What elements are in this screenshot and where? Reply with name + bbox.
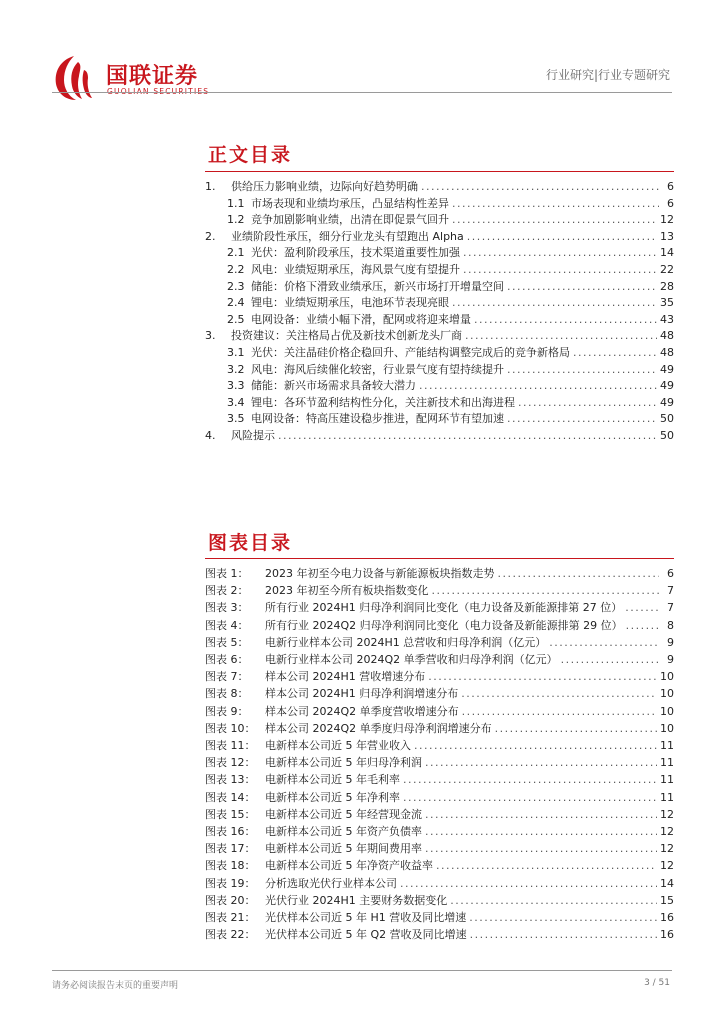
figure-leader-dots — [498, 567, 660, 580]
figure-entry-label: 图表 16： — [205, 825, 256, 838]
toc-entry[interactable] — [205, 344, 674, 360]
figure-leader-dots — [428, 670, 657, 683]
figure-entry-title: 电新样本公司近 5 年归母净利润 — [265, 756, 422, 770]
figure-leader-dots — [461, 687, 657, 700]
toc-leader-dots — [452, 213, 657, 226]
figure-entry-label: 图表 4： — [205, 618, 249, 632]
figure-entry-page: 10 — [660, 721, 674, 735]
toc-entry-page: 48 — [660, 346, 674, 359]
figure-entry-label: 图表 10： — [205, 721, 256, 735]
footer-disclaimer: 请务必阅读报告末页的重要声明 — [52, 981, 179, 991]
toc-entry[interactable] — [205, 261, 674, 277]
toc-leader-dots — [452, 296, 657, 309]
figure-leader-dots — [425, 825, 657, 838]
figure-entry[interactable] — [205, 634, 674, 650]
footer-divider — [52, 970, 672, 971]
figure-entry[interactable] — [205, 926, 674, 942]
figure-entry-title: 样本公司 2024H1 归母净利润增速分布 — [265, 687, 459, 701]
toc-entry[interactable] — [205, 178, 674, 194]
figure-entry-title: 2023 年初至今电力设备与新能源板块指数走势 — [265, 567, 495, 580]
toc-entry[interactable] — [205, 228, 674, 244]
toc-entry-number: 3.5 — [227, 412, 245, 426]
figures-title: 图表目录 — [208, 532, 293, 554]
figure-entry[interactable] — [205, 582, 674, 598]
figure-leader-dots — [432, 584, 660, 597]
figure-entry[interactable] — [205, 565, 674, 581]
toc-leader-dots — [573, 346, 657, 359]
toc-entry-title: 储能：新兴市场需求具备较大潜力 — [251, 379, 416, 393]
figure-entry-label: 图表 9： — [205, 704, 249, 718]
figure-leader-dots — [425, 808, 657, 821]
toc-leader-dots — [467, 230, 657, 243]
toc-entry-number: 3.1 — [227, 346, 245, 359]
figure-entry-label: 图表 7： — [205, 670, 249, 684]
toc-entry[interactable] — [205, 294, 674, 310]
toc-leader-dots — [465, 329, 657, 342]
figure-entry[interactable] — [205, 668, 674, 684]
toc-entry-number: 3.3 — [227, 379, 245, 393]
figure-entry[interactable] — [205, 875, 674, 891]
toc-entry-title: 锂电：各环节盈利结构性分化，关注新技术和出海进程 — [251, 395, 515, 409]
toc-entry-number: 1.1 — [227, 196, 245, 210]
toc-entry-number: 1.2 — [227, 213, 245, 227]
figure-leader-dots — [469, 911, 657, 924]
figure-entry-page: 10 — [660, 687, 674, 701]
toc-entry-number: 2.3 — [227, 279, 245, 293]
figure-entry-page: 9 — [667, 653, 674, 666]
toc-leader-dots — [507, 363, 657, 376]
figure-entry[interactable] — [205, 617, 674, 633]
company-name-en: GUOLIAN SECURITIES — [107, 87, 210, 96]
figure-entry-title: 电新行业样本公司 2024H1 总营收和归母净利润（亿元） — [265, 635, 547, 649]
toc-entry-page: 50 — [660, 429, 674, 442]
toc-entry-title: 电网设备：特高压建设稳步推进，配网环节有望加速 — [251, 412, 504, 426]
toc-entry-page: 49 — [660, 379, 674, 393]
toc-leader-dots — [507, 280, 657, 293]
figure-entry-label: 图表 8： — [205, 687, 249, 701]
figure-entry-page: 12 — [660, 825, 674, 838]
report-category: 行业研究|行业专题研究 — [545, 68, 670, 82]
figure-entry[interactable] — [205, 651, 674, 667]
figure-entry-label: 图表 20： — [205, 893, 256, 907]
toc-title-rule — [205, 171, 674, 172]
toc-entry-title: 风电：业绩短期承压，海风景气度有望提升 — [251, 263, 460, 276]
toc-entry-title: 电网设备：业绩小幅下滑，配网或将迎来增量 — [251, 312, 471, 326]
figure-entry-label: 图表 13： — [205, 773, 256, 787]
toc-entry-title: 光伏：关注晶硅价格企稳回升、产能结构调整完成后的竞争新格局 — [251, 346, 570, 359]
figure-entry-page: 11 — [660, 790, 674, 804]
figure-leader-dots — [561, 653, 659, 666]
figure-entry[interactable] — [205, 789, 674, 805]
toc-entry-title: 锂电：业绩短期承压，电池环节表现亮眼 — [251, 296, 449, 310]
figure-entry-title: 电新样本公司近 5 年期间费用率 — [265, 842, 422, 856]
toc-entry-page: 6 — [667, 180, 674, 193]
figure-leader-dots — [450, 894, 657, 907]
toc-title: 正文目录 — [208, 144, 293, 166]
toc-entry[interactable] — [205, 394, 674, 410]
figure-entry-title: 分析选取光伏行业样本公司 — [265, 876, 397, 890]
figure-entry-page: 11 — [660, 756, 674, 770]
toc-entry[interactable] — [205, 195, 674, 211]
toc-entry[interactable] — [205, 427, 674, 443]
figure-leader-dots — [470, 928, 657, 941]
figures-title-rule — [205, 558, 674, 559]
figure-leader-dots — [403, 773, 657, 786]
toc-entry[interactable] — [205, 278, 674, 294]
toc-entry-title: 风电：海风后续催化较密，行业景气度有望持续提升 — [251, 362, 504, 376]
toc-leader-dots — [507, 412, 657, 425]
figure-entry-label: 图表 6： — [205, 653, 249, 666]
figure-leader-dots — [462, 705, 657, 718]
toc-entry-page: 49 — [660, 395, 674, 409]
toc-entry-title: 市场表现和业绩均承压，凸显结构性差异 — [251, 196, 449, 210]
figure-entry-label: 图表 18： — [205, 859, 256, 873]
figure-entry[interactable] — [205, 599, 674, 615]
toc-entry-page: 6 — [667, 196, 674, 210]
toc-entry-title: 光伏：盈利阶段承压，技术渠道重要性加强 — [251, 246, 460, 260]
toc-entry-page: 48 — [660, 329, 674, 343]
figure-entry-label: 图表 14： — [205, 790, 256, 804]
figure-leader-dots — [403, 791, 657, 804]
figure-leader-dots — [400, 877, 657, 890]
figure-entry-title: 电新样本公司近 5 年营业收入 — [265, 739, 411, 752]
figure-entry-label: 图表 22： — [205, 928, 256, 942]
toc-entry-page: 14 — [660, 246, 674, 260]
toc-entry-number: 2. — [205, 229, 216, 243]
figure-entry[interactable] — [205, 840, 674, 856]
toc-entry-title: 竞争加剧影响业绩，出清在即促景气回升 — [251, 213, 449, 227]
toc-leader-dots — [421, 180, 659, 193]
toc-entry-title: 业绩阶段性承压，细分行业龙头有望跑出 Alpha — [231, 229, 464, 243]
figure-entry-title: 光伏样本公司近 5 年 H1 营收及同比增速 — [265, 911, 467, 924]
toc-entry[interactable] — [205, 327, 674, 343]
toc-leader-dots — [463, 263, 657, 276]
toc-entry-page: 13 — [660, 229, 674, 243]
toc-entry-number: 2.1 — [227, 246, 245, 260]
toc-entry-number: 1. — [205, 180, 216, 193]
toc-leader-dots — [452, 197, 659, 210]
figure-entry[interactable] — [205, 892, 674, 908]
toc-entry-title: 供给压力影响业绩，边际向好趋势明确 — [231, 180, 418, 193]
figure-entry-label: 图表 12： — [205, 756, 256, 770]
figure-entry-page: 12 — [660, 807, 674, 821]
figure-entry[interactable] — [205, 771, 674, 787]
figure-entry-title: 样本公司 2024H1 营收增速分布 — [265, 670, 426, 684]
toc-entry-page: 49 — [660, 362, 674, 376]
figure-entry-page: 7 — [667, 584, 674, 598]
company-name-cn: 国联证券 — [106, 64, 199, 89]
toc-entry[interactable] — [205, 377, 674, 393]
figure-entry-title: 电新样本公司近 5 年资产负债率 — [265, 825, 422, 838]
figure-leader-dots — [626, 619, 659, 632]
figure-entry-label: 图表 1： — [205, 567, 249, 580]
toc-leader-dots — [463, 246, 657, 259]
toc-entry[interactable] — [205, 361, 674, 377]
figure-entry-label: 图表 17： — [205, 842, 256, 856]
figure-entry-label: 图表 11： — [205, 739, 256, 752]
figure-entry-title: 电新样本公司近 5 年净资产收益率 — [265, 859, 433, 873]
figure-entry-title: 样本公司 2024Q2 单季度营收增速分布 — [265, 704, 459, 718]
figure-entry-label: 图表 3： — [205, 601, 249, 615]
figure-entry-page: 16 — [660, 928, 674, 942]
figure-entry-page: 8 — [667, 618, 674, 632]
toc-entry-number: 2.5 — [227, 312, 245, 326]
toc-entry[interactable] — [205, 211, 674, 227]
figure-entry[interactable] — [205, 754, 674, 770]
figure-entry-page: 9 — [667, 635, 674, 649]
figure-entry-label: 图表 5： — [205, 635, 249, 649]
figure-entry[interactable] — [205, 823, 674, 839]
figure-entry-label: 图表 19： — [205, 876, 256, 890]
figure-entry-page: 11 — [660, 739, 674, 752]
figure-leader-dots — [436, 859, 657, 872]
figure-entry-page: 12 — [660, 859, 674, 873]
figure-entry[interactable] — [205, 703, 674, 719]
figure-entry-title: 电新行业样本公司 2024Q2 单季营收和归母净利润（亿元） — [265, 653, 558, 666]
toc-leader-dots — [518, 396, 657, 409]
figure-entry-page: 6 — [667, 567, 674, 580]
toc-entry-page: 43 — [660, 312, 674, 326]
toc-entry-page: 28 — [660, 279, 674, 293]
toc-entry-page: 12 — [660, 213, 674, 227]
figure-leader-dots — [495, 722, 657, 735]
figure-entry-title: 电新样本公司近 5 年毛利率 — [265, 773, 400, 787]
company-logo — [52, 54, 242, 104]
figure-entry-label: 图表 15： — [205, 807, 256, 821]
toc-leader-dots — [474, 313, 657, 326]
toc-entry-page: 50 — [660, 412, 674, 426]
toc-entry-number: 3.2 — [227, 362, 245, 376]
figure-entry-page: 15 — [660, 893, 674, 907]
toc-leader-dots — [419, 379, 657, 392]
figure-entry-title: 所有行业 2024Q2 归母净利润同比变化（电力设备及新能源排第 29 位） — [265, 618, 623, 632]
toc-entry[interactable] — [205, 410, 674, 426]
header-divider — [52, 92, 672, 93]
toc-entry-number: 4. — [205, 429, 216, 442]
figure-entry-page: 10 — [660, 670, 674, 684]
figure-entry-label: 图表 21： — [205, 911, 256, 924]
figure-entry[interactable] — [205, 737, 674, 753]
figure-entry-title: 光伏行业 2024H1 主要财务数据变化 — [265, 893, 448, 907]
figure-entry-page: 16 — [660, 911, 674, 924]
figure-entry-label: 图表 2： — [205, 584, 249, 598]
toc-entry-title: 储能：价格下滑致业绩承压，新兴市场打开增量空间 — [251, 279, 504, 293]
figure-entry-title: 样本公司 2024Q2 单季度归母净利润增速分布 — [265, 721, 492, 735]
figure-leader-dots — [625, 601, 659, 614]
figure-entry[interactable] — [205, 857, 674, 873]
figure-entry-title: 所有行业 2024H1 归母净利润同比变化（电力设备及新能源排第 27 位） — [265, 601, 623, 615]
figure-entry[interactable] — [205, 909, 674, 925]
toc-entry-page: 22 — [660, 263, 674, 276]
toc-entry[interactable] — [205, 311, 674, 327]
figure-entry-title: 光伏样本公司近 5 年 Q2 营收及同比增速 — [265, 928, 467, 942]
figure-entry-page: 14 — [660, 876, 674, 890]
toc-entry-number: 2.4 — [227, 296, 245, 310]
guolian-logo-icon — [52, 54, 96, 102]
toc-entry-number: 2.2 — [227, 263, 245, 276]
figure-entry-title: 电新样本公司近 5 年经营现金流 — [265, 807, 422, 821]
figure-leader-dots — [425, 842, 657, 855]
toc-entry[interactable] — [205, 244, 674, 260]
figure-entry-page: 11 — [660, 773, 674, 787]
figure-entry-title: 电新样本公司近 5 年净利率 — [265, 790, 400, 804]
figure-leader-dots — [414, 739, 657, 752]
toc-entry-number: 3. — [205, 329, 216, 343]
page-indicator: 3 / 51 — [644, 978, 670, 988]
figure-entry-title: 2023 年初至今所有板块指数变化 — [265, 584, 429, 598]
figure-entry[interactable] — [205, 806, 674, 822]
toc-leader-dots — [278, 429, 657, 442]
figure-entry-page: 12 — [660, 842, 674, 856]
figure-entry[interactable] — [205, 720, 674, 736]
figure-leader-dots — [549, 636, 659, 649]
figure-entry[interactable] — [205, 685, 674, 701]
figure-entry-page: 10 — [660, 704, 674, 718]
toc-entry-page: 35 — [660, 296, 674, 310]
toc-entry-title: 投资建议：关注格局占优及新技术创新龙头厂商 — [231, 329, 462, 343]
figure-leader-dots — [425, 756, 657, 769]
toc-entry-title: 风险提示 — [231, 429, 275, 442]
figure-entry-page: 7 — [667, 601, 674, 615]
toc-entry-number: 3.4 — [227, 395, 245, 409]
